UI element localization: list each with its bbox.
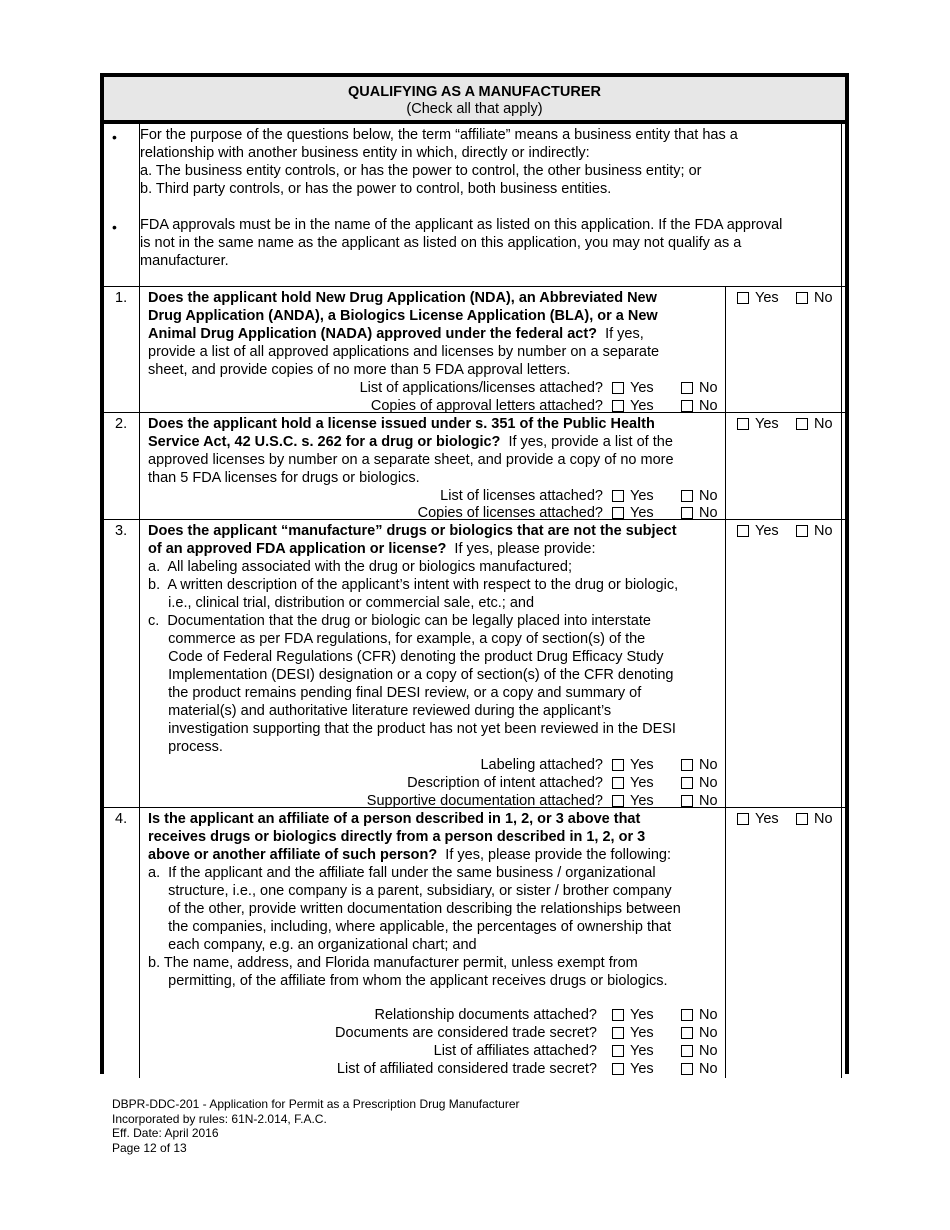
yes-label: Yes <box>630 775 654 791</box>
q3-attach-2-yes-checkbox[interactable] <box>612 777 624 789</box>
no-label: No <box>699 775 718 791</box>
q2-attach-1-yes-checkbox[interactable] <box>612 490 624 502</box>
question-bold-line: Does the applicant “manufacture” drugs or biologics that are not the subject <box>148 523 677 539</box>
question-bold-line: of an approved FDA application or license? <box>148 541 447 557</box>
intro-bullet-1 <box>140 126 738 198</box>
no-label: No <box>699 488 718 504</box>
question-tail: If yes, <box>597 326 644 342</box>
question-line: than 5 FDA licenses for drugs or biologics. <box>148 470 420 486</box>
yes-label: Yes <box>755 416 779 432</box>
q3-attach-3-yes-checkbox[interactable] <box>612 795 624 807</box>
q4-attach-3-no-checkbox[interactable] <box>681 1045 693 1057</box>
intro-line: FDA approvals must be in the name of the applicant as listed on this application. If the FDA approval <box>140 217 783 233</box>
yes-label: Yes <box>755 290 779 306</box>
question-number: 1. <box>115 290 128 306</box>
yes-label: Yes <box>630 757 654 773</box>
question-line: of the other, provide written documentation describing the relationships between <box>148 901 681 917</box>
no-label: No <box>699 1007 718 1023</box>
question-bold-line: Does the applicant hold a license issued under s. 351 of the Public Health <box>148 416 655 432</box>
yes-label: Yes <box>630 1043 654 1059</box>
q2-attach-1-no-checkbox[interactable] <box>681 490 693 502</box>
q4-no-checkbox[interactable] <box>796 813 808 825</box>
intro-line: manufacturer. <box>140 253 229 269</box>
question-line: b. A written description of the applicant’s intent with respect to the drug or biologic, <box>148 577 679 593</box>
q4-attach-3: List of affiliates attached? <box>433 1043 597 1059</box>
question-bold-line: receives drugs or biologics directly from a person described in 1, 2, or 3 <box>148 829 646 845</box>
q1-attach-2: Copies of approval letters attached? <box>370 398 603 414</box>
q3-no-checkbox[interactable] <box>796 525 808 537</box>
question-bold-line: above or another affiliate of such person? <box>148 847 438 863</box>
intro-line: is not in the same name as the applicant as listed on this application, you may not qualify as a <box>140 235 742 251</box>
section-header <box>104 77 845 124</box>
q4-attach-1-no-checkbox[interactable] <box>681 1009 693 1021</box>
q1-attach-2-no-checkbox[interactable] <box>681 400 693 412</box>
q4-attach-2: Documents are considered trade secret? <box>335 1025 597 1041</box>
q3-attach-3-no-checkbox[interactable] <box>681 795 693 807</box>
question-line: the product remains pending final DESI review, or a copy and summary of <box>148 685 642 701</box>
question-line: material(s) and authoritative literature reviewed during the applicant’s <box>148 703 612 719</box>
no-label: No <box>814 416 833 432</box>
q3-attach-3: Supportive documentation attached? <box>366 793 603 809</box>
row-divider-intro <box>104 286 845 287</box>
q1-attach-1-no-checkbox[interactable] <box>681 382 693 394</box>
yes-label: Yes <box>755 811 779 827</box>
right-inner-border <box>841 124 842 1078</box>
q2-attach-2-yes-checkbox[interactable] <box>612 507 624 519</box>
q1-attach-1-yes-checkbox[interactable] <box>612 382 624 394</box>
yes-label: Yes <box>630 505 654 521</box>
footer-form-name: DBPR-DDC-201 - Application for Permit as a Prescription Drug Manufacturer <box>112 1097 520 1111</box>
no-label: No <box>699 380 718 396</box>
question-line: permitting, of the affiliate from whom the applicant receives drugs or biologics. <box>148 973 668 989</box>
q4-attach-4: List of affiliated considered trade secret? <box>336 1061 597 1077</box>
question-line: c. Documentation that the drug or biologic can be legally placed into interstate <box>148 613 651 629</box>
page-footer <box>112 1097 519 1155</box>
question-number: 4. <box>115 811 128 827</box>
q4-attach-3-yes-checkbox[interactable] <box>612 1045 624 1057</box>
q3-attach-2-no-checkbox[interactable] <box>681 777 693 789</box>
yes-label: Yes <box>630 793 654 809</box>
yes-label: Yes <box>630 380 654 396</box>
question-bold-line: Does the applicant hold New Drug Application (NDA), an Abbreviated New <box>148 290 657 306</box>
no-label: No <box>814 290 833 306</box>
question-number: 3. <box>115 523 128 539</box>
no-label: No <box>699 398 718 414</box>
q2-attach-1: List of licenses attached? <box>440 488 603 504</box>
q2-no-checkbox[interactable] <box>796 418 808 430</box>
footer-eff-date: Eff. Date: April 2016 <box>112 1126 219 1140</box>
yes-label: Yes <box>630 488 654 504</box>
intro-line: For the purpose of the questions below, the term “affiliate” means a business entity that has a <box>140 127 738 143</box>
question-line: structure, i.e., one company is a parent, subsidiary, or sister / brother company <box>148 883 672 899</box>
q2-attach-2: Copies of licenses attached? <box>417 505 603 521</box>
question-tail: If yes, please provide the following: <box>437 847 671 863</box>
question-4-text <box>148 810 681 990</box>
q3-attach-1-no-checkbox[interactable] <box>681 759 693 771</box>
yes-label: Yes <box>630 398 654 414</box>
no-label: No <box>814 811 833 827</box>
q3-attach-1: Labeling attached? <box>480 757 603 773</box>
question-2-text <box>148 415 674 487</box>
no-label: No <box>699 505 718 521</box>
question-line: sheet, and provide copies of no more than 5 FDA approval letters. <box>148 362 571 378</box>
question-line: each company, e.g. an organizational chart; and <box>148 937 477 953</box>
question-3-text <box>148 522 678 756</box>
question-bold-line: Animal Drug Application (NADA) approved under the federal act? <box>148 326 598 342</box>
question-line: provide a list of all approved applications and licenses by number on a separate <box>148 344 660 360</box>
no-label: No <box>699 1025 718 1041</box>
no-label: No <box>699 1043 718 1059</box>
question-line: commerce as per FDA regulations, for example, a copy of section(s) of the <box>148 631 646 647</box>
q4-attach-2-yes-checkbox[interactable] <box>612 1027 624 1039</box>
q1-yes-checkbox[interactable] <box>737 292 749 304</box>
intro-line: b. Third party controls, or has the power to control, both business entities. <box>140 181 612 197</box>
no-label: No <box>699 1061 718 1077</box>
intro-line: relationship with another business entity in which, directly or indirectly: <box>140 145 590 161</box>
question-line: approved licenses by number on a separate sheet, and provide a copy of no more <box>148 452 674 468</box>
yes-label: Yes <box>630 1061 654 1077</box>
q2-attach-2-no-checkbox[interactable] <box>681 507 693 519</box>
bullet-icon: • <box>112 219 117 235</box>
question-number: 2. <box>115 416 128 432</box>
footer-page-number: Page 12 of 13 <box>112 1140 187 1155</box>
q3-yes-checkbox[interactable] <box>737 525 749 537</box>
question-bold-line: Service Act, 42 U.S.C. s. 262 for a drug or biologic? <box>148 434 501 450</box>
question-line: b. The name, address, and Florida manufacturer permit, unless exempt from <box>148 955 638 971</box>
q3-attach-2: Description of intent attached? <box>407 775 603 791</box>
yes-label: Yes <box>630 1025 654 1041</box>
q1-attach-2-yes-checkbox[interactable] <box>612 400 624 412</box>
question-line: the companies, including, where applicable, the percentages of ownership that <box>148 919 672 935</box>
q4-attach-1-yes-checkbox[interactable] <box>612 1009 624 1021</box>
question-line: investigation supporting that the product has not yet been reviewed in the DESI <box>148 721 676 737</box>
q4-yes-checkbox[interactable] <box>737 813 749 825</box>
qualifying-form <box>100 73 849 1077</box>
question-tail: If yes, provide a list of the <box>500 434 673 450</box>
no-label: No <box>699 757 718 773</box>
question-tail: If yes, please provide: <box>446 541 596 557</box>
question-1-text <box>148 289 659 379</box>
question-bold-line: Is the applicant an affiliate of a person described in 1, 2, or 3 above that <box>148 811 641 827</box>
q1-no-checkbox[interactable] <box>796 292 808 304</box>
q4-attach-4-yes-checkbox[interactable] <box>612 1063 624 1075</box>
question-line: a. If the applicant and the affiliate fall under the same business / organizational <box>148 865 656 881</box>
question-bold-line: Drug Application (ANDA), a Biologics License Application (BLA), or a New <box>148 308 658 324</box>
q4-attach-2-no-checkbox[interactable] <box>681 1027 693 1039</box>
question-line: Code of Federal Regulations (CFR) denoting the product Drug Efficacy Study <box>148 649 664 665</box>
yes-label: Yes <box>630 1007 654 1023</box>
no-label: No <box>814 523 833 539</box>
q2-yes-checkbox[interactable] <box>737 418 749 430</box>
section-subtitle: (Check all that apply) <box>406 101 543 117</box>
intro-line: a. The business entity controls, or has the power to control, the other business entity; or <box>140 163 702 179</box>
section-title: QUALIFYING AS A MANUFACTURER <box>348 84 601 100</box>
yes-label: Yes <box>755 523 779 539</box>
question-line: process. <box>148 739 223 755</box>
bullet-icon: • <box>112 129 117 145</box>
intro-bullet-2 <box>140 216 782 270</box>
no-label: No <box>699 793 718 809</box>
col-divider-answer <box>725 286 726 1078</box>
q3-attach-1-yes-checkbox[interactable] <box>612 759 624 771</box>
footer-rules: Incorporated by rules: 61N-2.014, F.A.C. <box>112 1111 327 1126</box>
q1-attach-1: List of applications/licenses attached? <box>359 380 603 396</box>
q4-attach-1: Relationship documents attached? <box>374 1007 597 1023</box>
q4-attach-4-no-checkbox[interactable] <box>681 1063 693 1075</box>
question-line: a. All labeling associated with the drug or biologics manufactured; <box>148 559 572 575</box>
question-line: Implementation (DESI) designation or a copy of section(s) of the CFR denoting <box>148 667 674 683</box>
question-line: i.e., clinical trial, distribution or commercial sale, etc.; and <box>148 595 535 611</box>
